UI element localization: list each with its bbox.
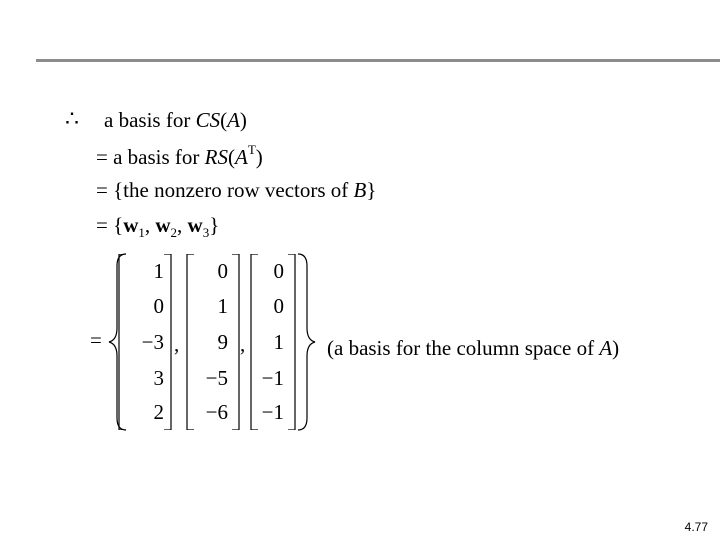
equals: =	[96, 145, 114, 169]
line-basis-cs	[104, 110, 247, 131]
right-brace	[296, 252, 318, 432]
page-number: 4.77	[684, 520, 708, 534]
vector-entry: 0	[153, 294, 164, 318]
separator: ,	[144, 213, 156, 237]
right-bracket	[164, 254, 172, 430]
paren: (	[220, 108, 228, 132]
matrix-a: A	[234, 145, 248, 169]
left-bracket	[250, 254, 258, 430]
set-comma: ,	[174, 332, 180, 356]
rs-label: RS	[204, 145, 228, 169]
matrix-a: A	[227, 108, 240, 132]
text: )	[612, 336, 620, 360]
line-basis-rs	[96, 142, 263, 169]
transpose-superscript: T	[247, 142, 256, 157]
vector-entry: −6	[205, 400, 228, 424]
title-rule	[36, 59, 720, 62]
vector-w: w	[123, 213, 139, 237]
vector-entry: −1	[261, 366, 284, 390]
text: }	[366, 178, 377, 202]
therefore-symbol: ∴	[65, 106, 79, 131]
vector-entry: 9	[217, 330, 228, 354]
set-equals: =	[90, 328, 102, 352]
right-bracket	[232, 254, 240, 430]
vector-w: w	[155, 213, 171, 237]
vector-entry: 1	[153, 259, 164, 283]
subscript: 1	[138, 225, 145, 241]
text: = {	[96, 213, 124, 237]
cs-label: CS	[195, 108, 221, 132]
line-w-vectors	[96, 215, 219, 239]
basis-vector-set	[90, 252, 330, 432]
text: (a basis for the column space of	[327, 336, 600, 360]
separator: ,	[177, 213, 188, 237]
vector-entry: 0	[217, 259, 228, 283]
subscript: 3	[202, 225, 210, 241]
column-space-note	[327, 336, 619, 361]
left-bracket	[118, 254, 126, 430]
vector-w: w	[187, 213, 203, 237]
vector-entry: −1	[261, 400, 284, 424]
text: = {the nonzero row vectors of	[96, 178, 354, 202]
vector-entry: −3	[141, 330, 164, 354]
matrix-b: B	[353, 178, 367, 202]
paren: )	[255, 145, 263, 169]
subscript: 2	[170, 225, 178, 241]
vector-entry: 1	[217, 294, 228, 318]
text: a basis for	[104, 108, 196, 132]
matrix-a: A	[599, 336, 613, 360]
vector-entry: 0	[273, 259, 284, 283]
vector-entry: 2	[153, 400, 164, 424]
paren: )	[239, 108, 247, 132]
vector-entry: 0	[273, 294, 284, 318]
left-bracket	[186, 254, 194, 430]
vector-entry: 3	[153, 366, 164, 390]
text: a basis for	[113, 145, 205, 169]
paren: (	[227, 145, 235, 169]
vector-entry: −5	[205, 366, 228, 390]
right-bracket	[288, 254, 296, 430]
set-comma: ,	[240, 332, 246, 356]
text: }	[209, 213, 220, 237]
vector-entry: 1	[273, 330, 284, 354]
line-nonzero-rows	[96, 180, 376, 201]
